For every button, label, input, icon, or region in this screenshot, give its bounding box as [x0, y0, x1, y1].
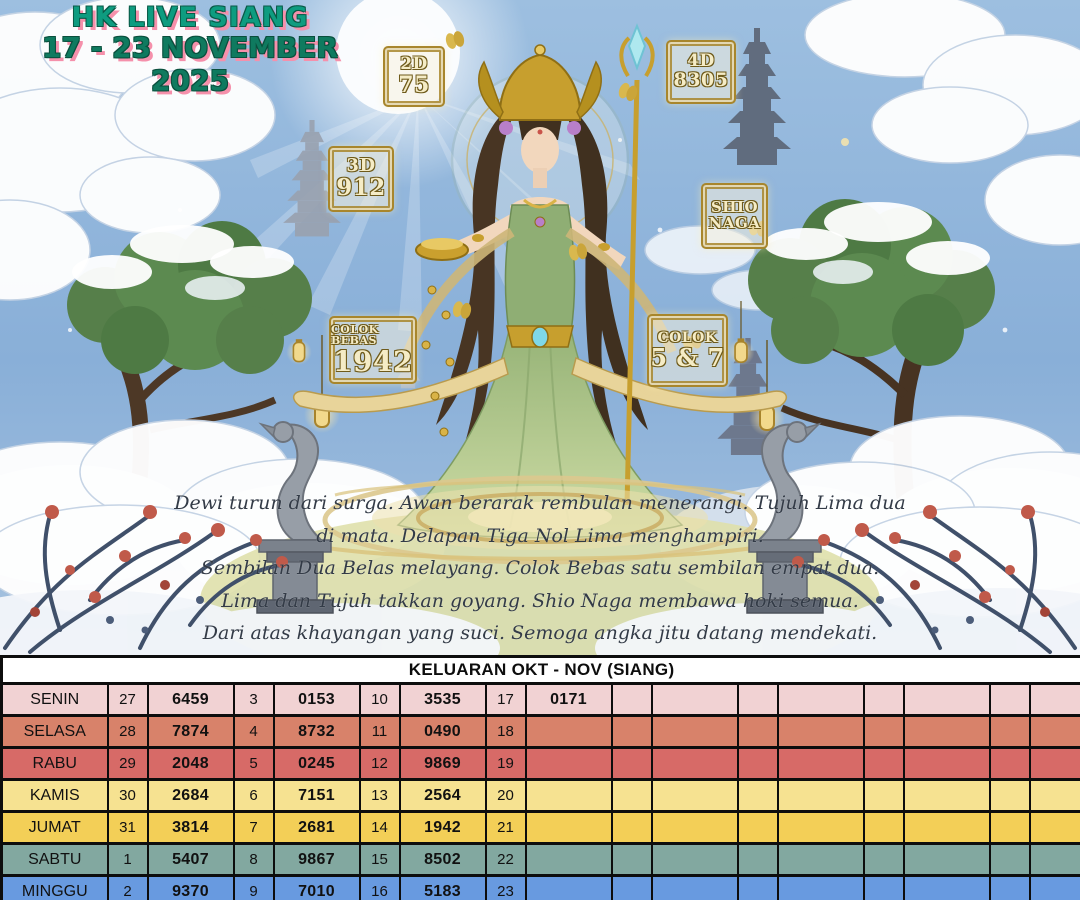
date-cell: 7 [234, 812, 274, 844]
result-cell [1030, 684, 1080, 716]
date-cell [864, 844, 904, 876]
badge-4d [666, 40, 736, 104]
date-cell [990, 748, 1030, 780]
date-cell: 1 [108, 844, 148, 876]
date-cell [738, 844, 778, 876]
result-cell [1030, 844, 1080, 876]
badge-colok-bebas [329, 316, 417, 384]
badge-colok-bebas-value: 1942 [333, 344, 413, 378]
result-cell [1030, 716, 1080, 748]
date-cell: 8 [234, 844, 274, 876]
date-cell: 11 [360, 716, 400, 748]
result-cell: 3535 [400, 684, 486, 716]
date-cell [864, 716, 904, 748]
results-table [0, 655, 1080, 900]
date-cell [612, 876, 652, 900]
result-cell [652, 780, 738, 812]
date-cell: 4 [234, 716, 274, 748]
badge-shio-label: SHIO [710, 198, 759, 217]
result-cell [904, 844, 990, 876]
title-block [0, 2, 380, 97]
result-cell: 8732 [274, 716, 360, 748]
result-cell [652, 844, 738, 876]
badge-4d-label: 4D [687, 51, 715, 72]
result-cell: 0153 [274, 684, 360, 716]
result-cell [904, 684, 990, 716]
result-cell: 9869 [400, 748, 486, 780]
date-cell [612, 748, 652, 780]
result-cell [526, 780, 612, 812]
result-cell [652, 684, 738, 716]
result-cell [778, 684, 864, 716]
date-cell: 3 [234, 684, 274, 716]
date-cell [864, 876, 904, 900]
date-cell [738, 812, 778, 844]
day-cell: RABU [2, 748, 108, 780]
badge-3d-value: 912 [336, 174, 386, 202]
table-row [2, 780, 1080, 812]
page-title: HK LIVE SIANG [71, 2, 309, 33]
result-cell: 0490 [400, 716, 486, 748]
result-cell [904, 748, 990, 780]
result-cell [526, 876, 612, 900]
result-cell [1030, 748, 1080, 780]
result-cell: 7151 [274, 780, 360, 812]
date-range: 17 - 23 NOVEMBER 2025 [42, 31, 338, 97]
date-cell [738, 716, 778, 748]
date-cell [612, 844, 652, 876]
date-cell: 19 [486, 748, 526, 780]
date-cell: 12 [360, 748, 400, 780]
result-cell: 1942 [400, 812, 486, 844]
day-cell: SABTU [2, 844, 108, 876]
badge-shio-value: NAGA [708, 214, 761, 232]
result-cell [526, 748, 612, 780]
result-cell [778, 844, 864, 876]
date-cell [864, 780, 904, 812]
table-row [2, 716, 1080, 748]
table-row [2, 876, 1080, 900]
date-cell [738, 684, 778, 716]
date-cell: 30 [108, 780, 148, 812]
date-cell [612, 780, 652, 812]
date-cell: 10 [360, 684, 400, 716]
poem [0, 487, 1080, 650]
date-cell: 2 [108, 876, 148, 900]
result-cell: 2048 [148, 748, 234, 780]
date-cell: 21 [486, 812, 526, 844]
result-cell: 6459 [148, 684, 234, 716]
date-cell: 27 [108, 684, 148, 716]
date-cell: 9 [234, 876, 274, 900]
result-cell [652, 876, 738, 900]
date-cell: 29 [108, 748, 148, 780]
table-title: KELUARAN OKT - NOV (SIANG) [2, 657, 1080, 684]
result-cell: 5183 [400, 876, 486, 900]
result-cell: 2564 [400, 780, 486, 812]
date-cell: 20 [486, 780, 526, 812]
result-cell [778, 812, 864, 844]
result-cell: 5407 [148, 844, 234, 876]
result-cell: 7874 [148, 716, 234, 748]
result-cell: 0171 [526, 684, 612, 716]
result-cell [904, 812, 990, 844]
date-cell [864, 812, 904, 844]
badge-2d [383, 46, 445, 107]
date-cell: 5 [234, 748, 274, 780]
result-cell [1030, 780, 1080, 812]
result-cell [778, 780, 864, 812]
date-cell [990, 780, 1030, 812]
date-cell: 31 [108, 812, 148, 844]
badge-colok-value: 5 & 7 [650, 343, 725, 373]
result-cell: 7010 [274, 876, 360, 900]
date-cell: 14 [360, 812, 400, 844]
table-row [2, 748, 1080, 780]
date-cell: 6 [234, 780, 274, 812]
poem-line: Sembilan Dua Belas melayang. Colok Bebas satu sembilan empat dua. [200, 557, 880, 579]
result-cell: 0245 [274, 748, 360, 780]
badge-colok [647, 314, 728, 387]
badge-colok-label: COLOK [657, 329, 718, 346]
date-cell [990, 812, 1030, 844]
date-cell: 17 [486, 684, 526, 716]
poem-line: di mata. Delapan Tiga Nol Lima menghampiri. [316, 524, 764, 547]
date-cell [990, 844, 1030, 876]
date-cell: 23 [486, 876, 526, 900]
date-cell [612, 684, 652, 716]
result-cell [904, 876, 990, 900]
day-cell: SENIN [2, 684, 108, 716]
result-cell: 9370 [148, 876, 234, 900]
date-cell [990, 876, 1030, 900]
date-cell [990, 684, 1030, 716]
badge-shio [701, 183, 768, 249]
date-cell [990, 716, 1030, 748]
result-cell: 3814 [148, 812, 234, 844]
date-cell [738, 780, 778, 812]
result-cell [778, 876, 864, 900]
result-cell [904, 780, 990, 812]
badge-2d-label: 2D [400, 54, 428, 75]
badge-colok-bebas-label: COLOK BEBAS [331, 322, 379, 348]
result-cell [526, 716, 612, 748]
result-cell [652, 748, 738, 780]
result-cell [778, 716, 864, 748]
result-cell: 8502 [400, 844, 486, 876]
date-cell: 18 [486, 716, 526, 748]
result-cell: 9867 [274, 844, 360, 876]
result-cell [526, 812, 612, 844]
date-cell: 22 [486, 844, 526, 876]
date-cell [864, 748, 904, 780]
table-row [2, 684, 1080, 716]
date-cell: 13 [360, 780, 400, 812]
results-table-body [2, 684, 1080, 900]
day-cell: JUMAT [2, 812, 108, 844]
date-cell [738, 748, 778, 780]
date-cell: 16 [360, 876, 400, 900]
poem-line: Dari atas khayangan yang suci. Semoga angka jitu datang mendekati. [202, 622, 878, 644]
result-cell [904, 716, 990, 748]
date-cell: 15 [360, 844, 400, 876]
badge-3d [328, 146, 394, 212]
result-cell [1030, 876, 1080, 900]
table-row [2, 844, 1080, 876]
results-table-area [0, 655, 1080, 900]
poem-line: Lima dan Tujuh takkan goyang. Shio Naga membawa hoki semua. [221, 589, 859, 612]
result-cell [778, 748, 864, 780]
result-cell [1030, 812, 1080, 844]
result-cell: 2684 [148, 780, 234, 812]
day-cell: MINGGU [2, 876, 108, 900]
day-cell: KAMIS [2, 780, 108, 812]
result-cell [526, 844, 612, 876]
badge-4d-value: 8305 [673, 68, 729, 91]
poem-line: Dewi turun dari surga. Awan berarak rembulan menerangi. Tujuh Lima dua [174, 492, 906, 514]
result-cell [652, 716, 738, 748]
day-cell: SELASA [2, 716, 108, 748]
date-cell: 28 [108, 716, 148, 748]
date-cell [612, 716, 652, 748]
date-cell [864, 684, 904, 716]
badge-2d-value: 75 [398, 71, 430, 98]
date-cell [612, 812, 652, 844]
badge-3d-label: 3D [346, 155, 376, 177]
table-title-row [2, 657, 1080, 684]
table-row [2, 812, 1080, 844]
result-cell [652, 812, 738, 844]
date-cell [738, 876, 778, 900]
result-cell: 2681 [274, 812, 360, 844]
